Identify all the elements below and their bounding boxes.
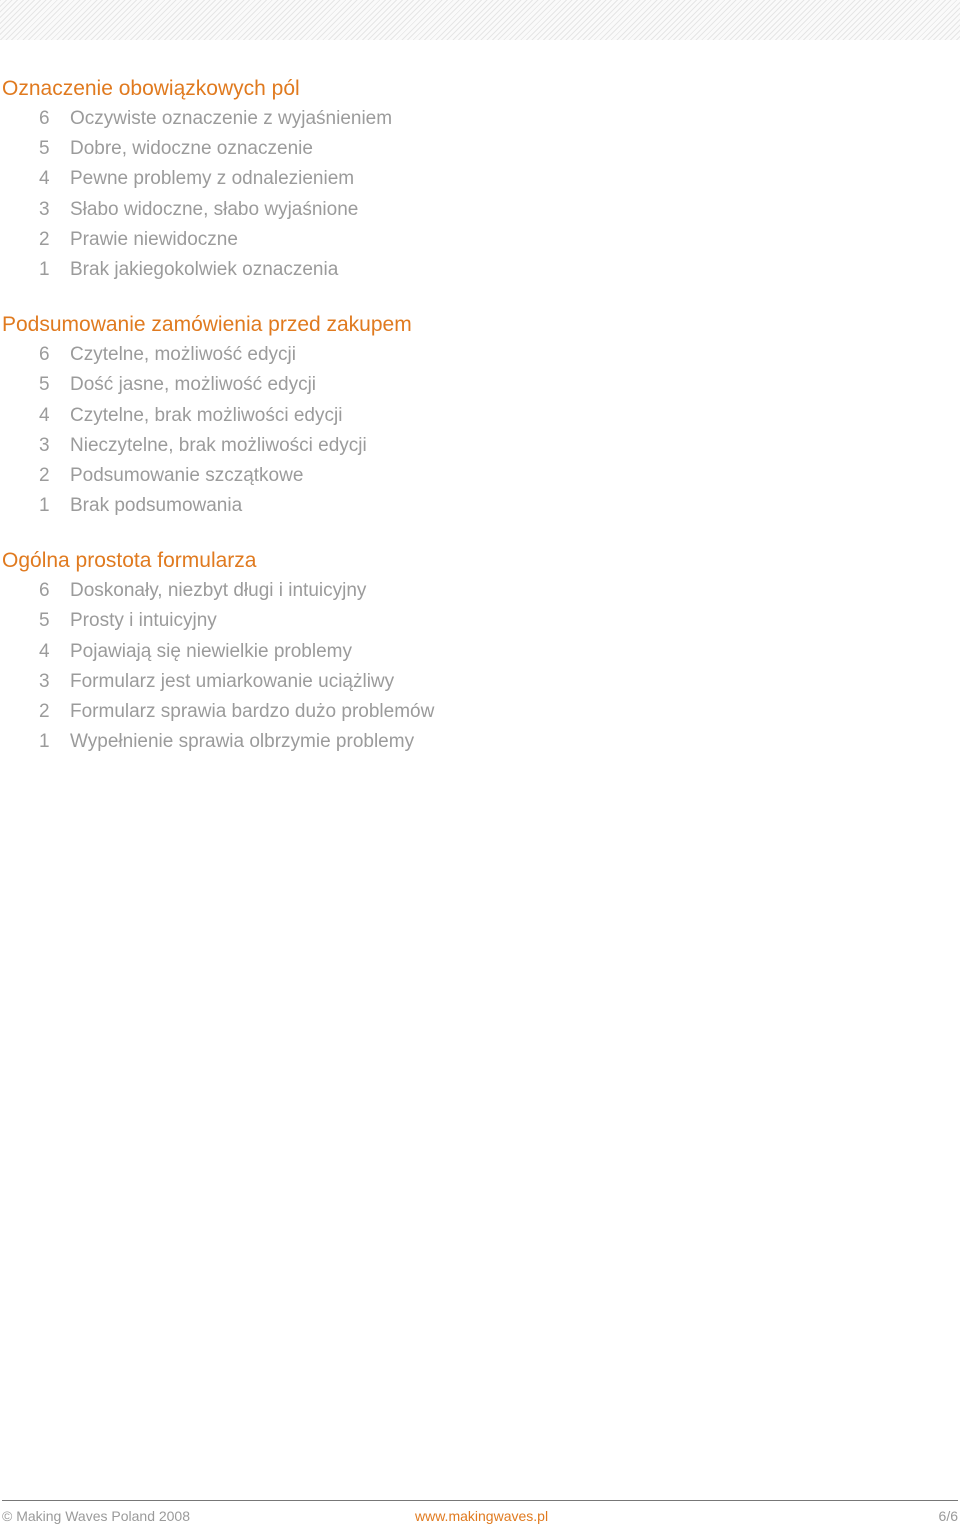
footer-website-link[interactable]: www.makingwaves.pl [415,1508,549,1524]
rating-description: Pojawiają się niewielkie problemy [70,640,352,662]
rating-number: 3 [39,670,50,692]
rating-description: Czytelne, brak możliwości edycji [70,404,343,426]
rating-item [2,727,942,757]
rating-number: 1 [39,258,50,280]
rating-item [2,401,942,431]
rating-description: Prosty i intuicyjny [70,610,217,632]
rating-number: 4 [39,640,50,662]
rating-number: 5 [39,374,50,396]
rating-description: Formularz jest umiarkowanie uciążliwy [70,670,395,692]
rating-description: Doskonały, niezbyt długi i intuicyjny [70,580,367,602]
rating-item [2,461,942,491]
rating-number: 1 [39,731,50,753]
section-title: Oznaczenie obowiązkowych pól [2,77,300,100]
page-footer [2,1500,958,1529]
rating-description: Dobre, widoczne oznaczenie [70,138,313,160]
section-order-summary [2,310,942,521]
rating-description: Prawie niewidoczne [70,228,238,250]
footer-copyright: © Making Waves Poland 2008 [2,1508,191,1524]
rating-item [2,195,942,225]
rating-item [2,340,942,370]
rating-item [2,576,942,606]
section-form-simplicity [2,546,942,757]
rating-item [2,134,942,164]
rating-item [2,667,942,697]
rating-number: 5 [39,610,50,632]
rating-number: 4 [39,404,50,426]
rating-item [2,255,942,285]
rating-item [2,431,942,461]
rating-number: 2 [39,228,50,250]
rating-description: Oczywiste oznaczenie z wyjaśnieniem [70,108,393,129]
rating-number: 2 [39,701,50,722]
rating-description: Dość jasne, możliwość edycji [70,374,317,396]
rating-number: 5 [39,138,50,160]
section-mandatory-fields [2,74,942,285]
footer-page-number: 6/6 [938,1508,958,1524]
rating-item [2,637,942,667]
rating-description: Brak podsumowania [70,495,243,517]
rating-item [2,164,942,194]
rating-description: Pewne problemy z odnalezieniem [70,168,355,190]
rating-number: 6 [39,108,50,129]
rating-number: 3 [39,434,50,456]
rating-list [2,340,942,521]
rating-number: 3 [39,198,50,220]
rating-number: 1 [39,495,50,517]
rating-description: Formularz sprawia bardzo dużo problemów [70,701,435,722]
header-hatch-band [0,0,960,40]
rating-number: 6 [39,580,50,602]
rating-item [2,225,942,255]
rating-description: Słabo widoczne, słabo wyjaśnione [70,198,359,220]
rating-description: Podsumowanie szczątkowe [70,464,304,486]
rating-list [2,576,942,757]
rating-description: Nieczytelne, brak możliwości edycji [70,434,367,456]
rating-item [2,491,942,521]
document-content [2,74,942,757]
section-title: Ogólna prostota formularza [2,549,257,573]
rating-item [2,104,942,134]
rating-number: 6 [39,344,50,366]
rating-description: Brak jakiegokolwiek oznaczenia [70,258,339,280]
rating-description: Czytelne, możliwość edycji [70,344,296,366]
rating-list [2,104,942,285]
rating-number: 2 [39,464,50,486]
rating-number: 4 [39,168,50,190]
rating-item [2,606,942,636]
rating-description: Wypełnienie sprawia olbrzymie problemy [70,731,415,753]
section-title: Podsumowanie zamówienia przed zakupem [2,313,412,337]
rating-item [2,370,942,400]
rating-item [2,697,942,727]
